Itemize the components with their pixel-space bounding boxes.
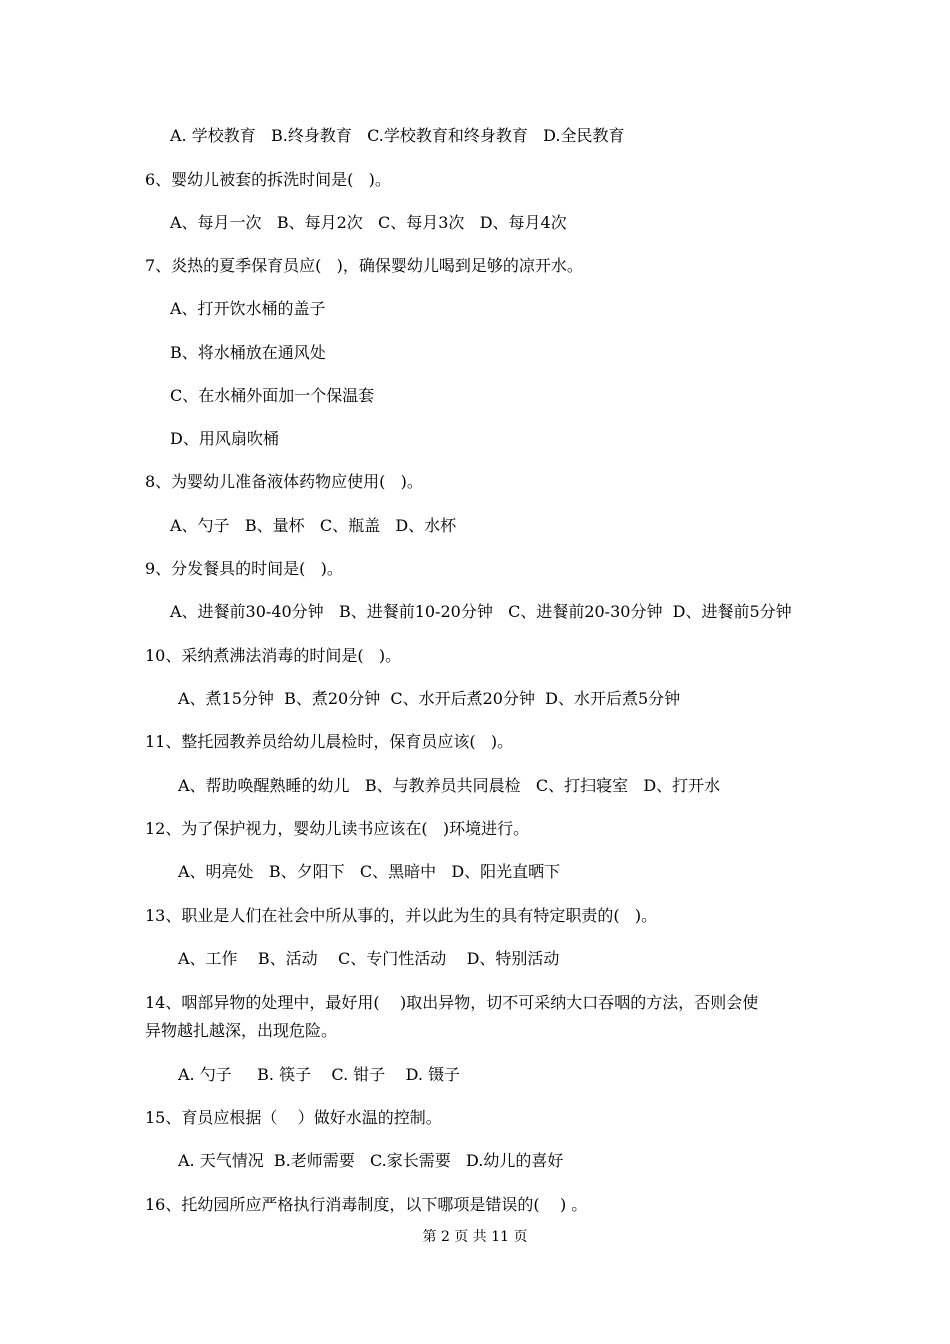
q15-options: A. 天气情况 B.老师需要 C.家长需要 D.幼儿的喜好 — [178, 1151, 564, 1170]
question-9: 9、分发餐具的时间是( )。 — [145, 559, 343, 578]
question-10: 10、采纳煮沸法消毒的时间是( )。 — [145, 646, 402, 665]
q8-options: A、勺子 B、量杯 C、瓶盖 D、水杯 — [170, 516, 457, 535]
question-14-continued: 异物越扎越深，出现危险。 — [145, 1021, 338, 1040]
q7-option-a: A、打开饮水桶的盖子 — [170, 299, 326, 318]
question-14: 14、咽部异物的处理中，最好用( )取出异物，切不可采纳大口吞咽的方法，否则会使 — [145, 993, 759, 1012]
q13-options: A、工作 B、活动 C、专门性活动 D、特别活动 — [178, 949, 560, 968]
question-16: 16、托幼园所应严格执行消毒制度，以下哪项是错误的( ) 。 — [145, 1195, 588, 1214]
question-6: 6、婴幼儿被套的拆洗时间是( )。 — [145, 170, 391, 189]
q14-options: A. 勺子 B. 筷子 C. 钳子 D. 镊子 — [178, 1065, 461, 1084]
question-13: 13、职业是人们在社会中所从事的，并以此为生的具有特定职责的( )。 — [145, 906, 658, 925]
question-12: 12、为了保护视力，婴幼儿读书应该在( )环境进行。 — [145, 819, 530, 838]
question-15: 15、育员应根据（ ）做好水温的控制。 — [145, 1108, 442, 1127]
q10-options: A、煮15分钟 B、煮20分钟 C、水开后煮20分钟 D、水开后煮5分钟 — [178, 689, 681, 708]
question-8: 8、为婴幼儿准备液体药物应使用( )。 — [145, 472, 423, 491]
q11-options: A、帮助唤醒熟睡的幼儿 B、与教养员共同晨检 C、打扫寝室 D、打开水 — [178, 776, 721, 795]
page-number-footer: 第 2 页 共 11 页 — [422, 1229, 528, 1245]
question-7: 7、炎热的夏季保育员应( )，确保婴幼儿喝到足够的凉开水。 — [145, 256, 583, 275]
q7-option-b: B、将水桶放在通风处 — [170, 343, 326, 362]
q7-option-d: D、用风扇吹桶 — [170, 429, 279, 448]
q5-options: A. 学校教育 B.终身教育 C.学校教育和终身教育 D.全民教育 — [170, 126, 625, 145]
q7-option-c: C、在水桶外面加一个保温套 — [170, 386, 375, 405]
question-11: 11、整托园教养员给幼儿晨检时，保育员应该( )。 — [145, 732, 514, 751]
q12-options: A、明亮处 B、夕阳下 C、黑暗中 D、阳光直晒下 — [178, 862, 561, 881]
q6-options: A、每月一次 B、每月2次 C、每月3次 D、每月4次 — [170, 213, 567, 232]
q9-options: A、进餐前30-40分钟 B、进餐前10-20分钟 C、进餐前20-30分钟 D、进餐前5分钟 — [170, 602, 792, 621]
